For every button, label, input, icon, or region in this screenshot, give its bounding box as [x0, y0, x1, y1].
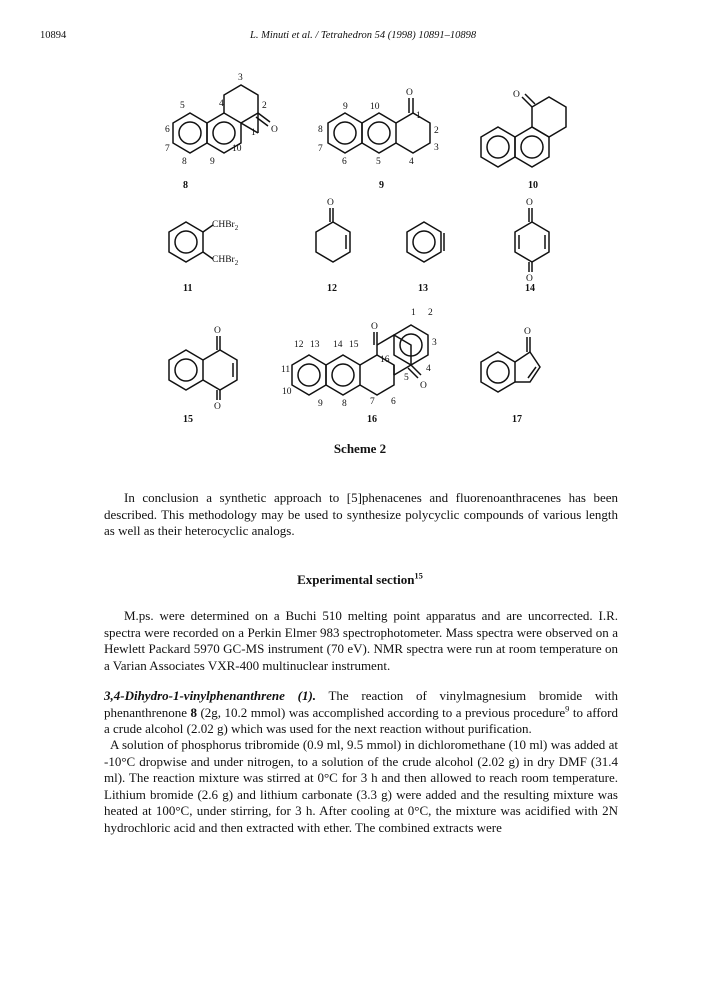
running-head: L. Minuti et al. / Tetrahedron 54 (1998) 10891–10898 — [250, 30, 477, 41]
c9-num-7: 7 — [318, 144, 323, 154]
compound-9-label: 9 — [379, 180, 384, 191]
compound-9-structure — [318, 88, 439, 191]
c8-num-3: 3 — [238, 73, 243, 83]
c11-chbr2-top: CHBr$_2$ — [212, 220, 239, 232]
c9-num-9: 9 — [343, 102, 348, 112]
c16-O-bottom: O — [420, 381, 427, 391]
c14-O-top: O — [526, 198, 533, 208]
compound-13-label: 13 — [418, 283, 428, 294]
compound-16-label: 16 — [367, 414, 377, 425]
c16-num-3: 3 — [432, 338, 437, 348]
compound-10-structure — [481, 90, 566, 191]
c8-num-9: 9 — [210, 157, 215, 167]
c16-num-4: 4 — [426, 364, 431, 374]
c16-num-12: 12 — [294, 340, 304, 350]
c8-num-2: 2 — [262, 101, 267, 111]
c9-num-5: 5 — [376, 157, 381, 167]
c9-num-1: 1 — [416, 111, 421, 121]
compound-14-structure — [515, 198, 549, 294]
scheme-2-structures — [0, 0, 720, 470]
c9-num-4: 4 — [409, 157, 414, 167]
c16-num-2: 2 — [428, 308, 433, 318]
c8-num-7: 7 — [165, 144, 170, 154]
compound-17-structure — [481, 327, 540, 425]
compound-12-label: 12 — [327, 283, 337, 294]
compound-12-structure — [316, 198, 350, 294]
c9-carbonyl-O: O — [406, 88, 413, 98]
c17-carbonyl-O: O — [524, 327, 531, 337]
compound-16-structure — [281, 308, 437, 425]
compound-15-structure — [169, 326, 237, 425]
experimental-general-paragraph: M.ps. were determined on a Buchi 510 melting point apparatus and are uncorrected. I.R. spectra were recorded on a Perkin Elmer 983 spectrophotometer. Mass spectra were observed on a Hewlett Packard 5970 GC-MS instrument (70 eV). NMR spectra were run at room temperature on a Varian Associates VXR-400 multinuclear instrument. — [104, 608, 618, 673]
c16-num-9: 9 — [318, 399, 323, 409]
c9-num-6: 6 — [342, 157, 347, 167]
c8-num-5: 5 — [180, 101, 185, 111]
c16-num-13: 13 — [310, 340, 320, 350]
compound-14-label: 14 — [525, 283, 535, 294]
compound-13-structure — [407, 222, 444, 294]
compound-11-label: 11 — [183, 283, 193, 294]
c8-num-1: 1 — [251, 128, 256, 138]
compound-11-structure — [169, 220, 239, 294]
c15-O-top: O — [214, 326, 221, 336]
c16-num-10: 10 — [282, 387, 292, 397]
c11-chbr2-bottom: CHBr$_2$ — [212, 255, 239, 267]
compound-title: 3,4-Dihydro-1-vinylphenanthrene (1). — [104, 688, 317, 703]
c16-O-top: O — [371, 322, 378, 332]
compound-ref-8: 8 — [190, 704, 197, 720]
c16-num-16: 16 — [380, 355, 390, 365]
c8-num-10: 10 — [232, 144, 242, 154]
conclusion-paragraph: In conclusion a synthetic approach to [5]phenacenes and fluorenoanthracenes has been described. This methodology may be used to synthesize polycyclic compounds of various length as well as their heterocyclic analogs. — [104, 490, 618, 538]
experimental-heading: Experimental section$^{15}$ — [297, 570, 423, 587]
c16-num-15: 15 — [349, 340, 359, 350]
synthesis-paragraph-2: A solution of phosphorus tribromide (0.9 ml, 9.5 mmol) in dichloromethane (10 ml) was added at -10°C dropwise and under nitrogen, to a solution of the crude alcohol (2.02 g) in dry DMF (31.4 ml). The reaction mixture was stirred at 0°C for 3 h and then allowed to reach room temperature. Lithium bromide (2.6 g) and lithium carbonate (3.3 g) were added and the resulting mixture was heated at 100°C, under stirring, for 3 h. After cooling at 0°C, the mixture was acidified with 2N hydrochloric acid and then extracted with ether. The combined extracts were — [104, 737, 618, 835]
c16-num-11: 11 — [281, 365, 291, 375]
c9-num-2: 2 — [434, 126, 439, 136]
experimental-heading-ref: 15 — [414, 570, 423, 581]
page-number: 10894 — [40, 30, 67, 41]
scheme-caption: Scheme 2 — [333, 441, 387, 456]
c16-num-8: 8 — [342, 399, 347, 409]
c14-O-bottom: O — [526, 274, 533, 284]
synthesis-paragraph-1: 3,4-Dihydro-1-vinylphenanthrene (1). The reaction of vinylmagnesium bromide with phenanthrenone 8 (2g, 10.2 mmol) was accomplished according to a previous procedure$^9$ to afford a crude alcohol (2.02 g) which was used for the next reaction without purification. — [104, 688, 618, 736]
c16-num-7: 7 — [370, 397, 375, 407]
c9-num-8: 8 — [318, 125, 323, 135]
c15-O-bottom: O — [214, 402, 221, 412]
compound-15-label: 15 — [183, 414, 193, 425]
compound-10-label: 10 — [528, 180, 538, 191]
c16-num-5: 5 — [404, 373, 409, 383]
c10-carbonyl-O: O — [513, 90, 520, 100]
c16-num-6: 6 — [391, 397, 396, 407]
compound-8-structure — [165, 73, 278, 191]
c8-num-6: 6 — [165, 125, 170, 135]
c8-num-8: 8 — [182, 157, 187, 167]
c8-carbonyl-O: O — [271, 125, 278, 135]
c8-num-4: 4 — [219, 99, 224, 109]
c9-num-3: 3 — [434, 143, 439, 153]
c12-carbonyl-O: O — [327, 198, 334, 208]
c16-num-1: 1 — [411, 308, 416, 318]
c9-num-10: 10 — [370, 102, 380, 112]
compound-17-label: 17 — [512, 414, 522, 425]
ref-9: 9 — [565, 703, 570, 714]
c16-num-14: 14 — [333, 340, 343, 350]
compound-8-label: 8 — [183, 180, 188, 191]
